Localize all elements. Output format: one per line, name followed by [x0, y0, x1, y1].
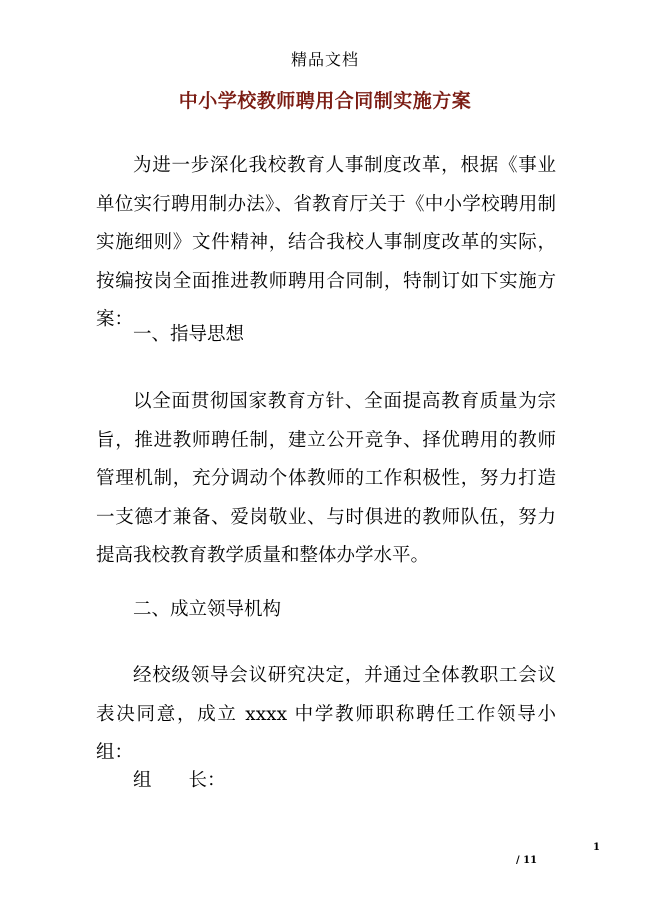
section-body-guiding-ideology: 以全面贯彻国家教育方针、全面提高教育质量为宗旨，推进教师聘任制，建立公开竞争、择优聘用的教师管理机制，充分调动个体教师的工作积极性，努力打造一支德才兼备、爱岗敬业、与时俱进的教师队伍，努力提高我校教育教学质量和整体办学水平。 [96, 391, 556, 566]
page-number: 1 [593, 842, 600, 853]
document-title: 中小学校教师聘用合同制实施方案 [178, 90, 472, 112]
document-header: 精品文档 [290, 50, 359, 69]
group-leader-label: 组 长： [133, 770, 226, 791]
section-heading-leadership: 二、成立领导机构 [133, 599, 282, 620]
intro-paragraph: 为进一步深化我校教育人事制度改革，根据《事业单位实行聘用制办法》、省教育厅关于《中小学校聘用制实施细则》文件精神，结合我校人事制度改革的实际，按编按岗全面推进教师聘用合同制，特制订如下实施方案： [96, 155, 556, 330]
section-heading-guiding-ideology: 一、指导思想 [133, 324, 245, 345]
page-total: / 11 [516, 855, 538, 866]
section-body-leadership: 经校级领导会议研究决定，并通过全体教职工会议表决同意，成立 xxxx 中学教师职称聘任工作领导小组： [96, 665, 556, 763]
